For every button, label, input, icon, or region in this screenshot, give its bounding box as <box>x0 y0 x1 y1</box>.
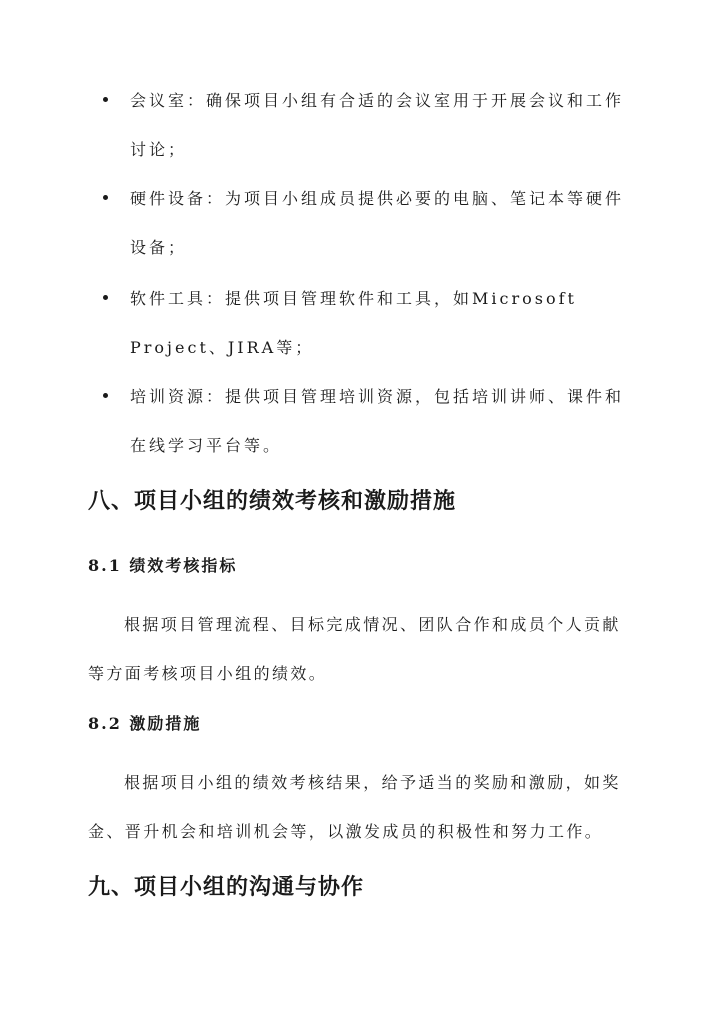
subsection-heading: 8.1 绩效考核指标 <box>88 556 238 575</box>
bullet-icon <box>103 393 108 398</box>
list-item <box>108 274 628 372</box>
bullet-icon <box>103 97 108 102</box>
section-heading: 九、项目小组的沟通与协作 <box>88 874 365 900</box>
list-item <box>108 372 628 470</box>
list-item <box>108 174 628 272</box>
body-paragraph: 根据项目小组的绩效考核结果，给予适当的奖励和激励，如奖金、晋升机会和培训机会等，以激发成员的积极性和努力工作。 <box>88 773 621 841</box>
list-item-text: 软件工具：提供项目管理软件和工具，如Microsoft Project、JIRA等； <box>130 289 577 357</box>
bullet-icon <box>103 195 108 200</box>
list-item-text: 培训资源：提供项目管理培训资源，包括培训讲师、课件和在线学习平台等。 <box>130 387 625 455</box>
list-item-text: 硬件设备：为项目小组成员提供必要的电脑、笔记本等硬件设备； <box>130 189 625 257</box>
body-paragraph: 根据项目管理流程、目标完成情况、团队合作和成员个人贡献等方面考核项目小组的绩效。 <box>88 615 621 683</box>
list-item-text: 会议室：确保项目小组有合适的会议室用于开展会议和工作讨论； <box>130 91 625 159</box>
section-heading: 八、项目小组的绩效考核和激励措施 <box>88 488 457 514</box>
subsection-heading: 8.2 激励措施 <box>88 714 202 733</box>
bullet-icon <box>103 295 108 300</box>
list-item <box>108 76 628 174</box>
